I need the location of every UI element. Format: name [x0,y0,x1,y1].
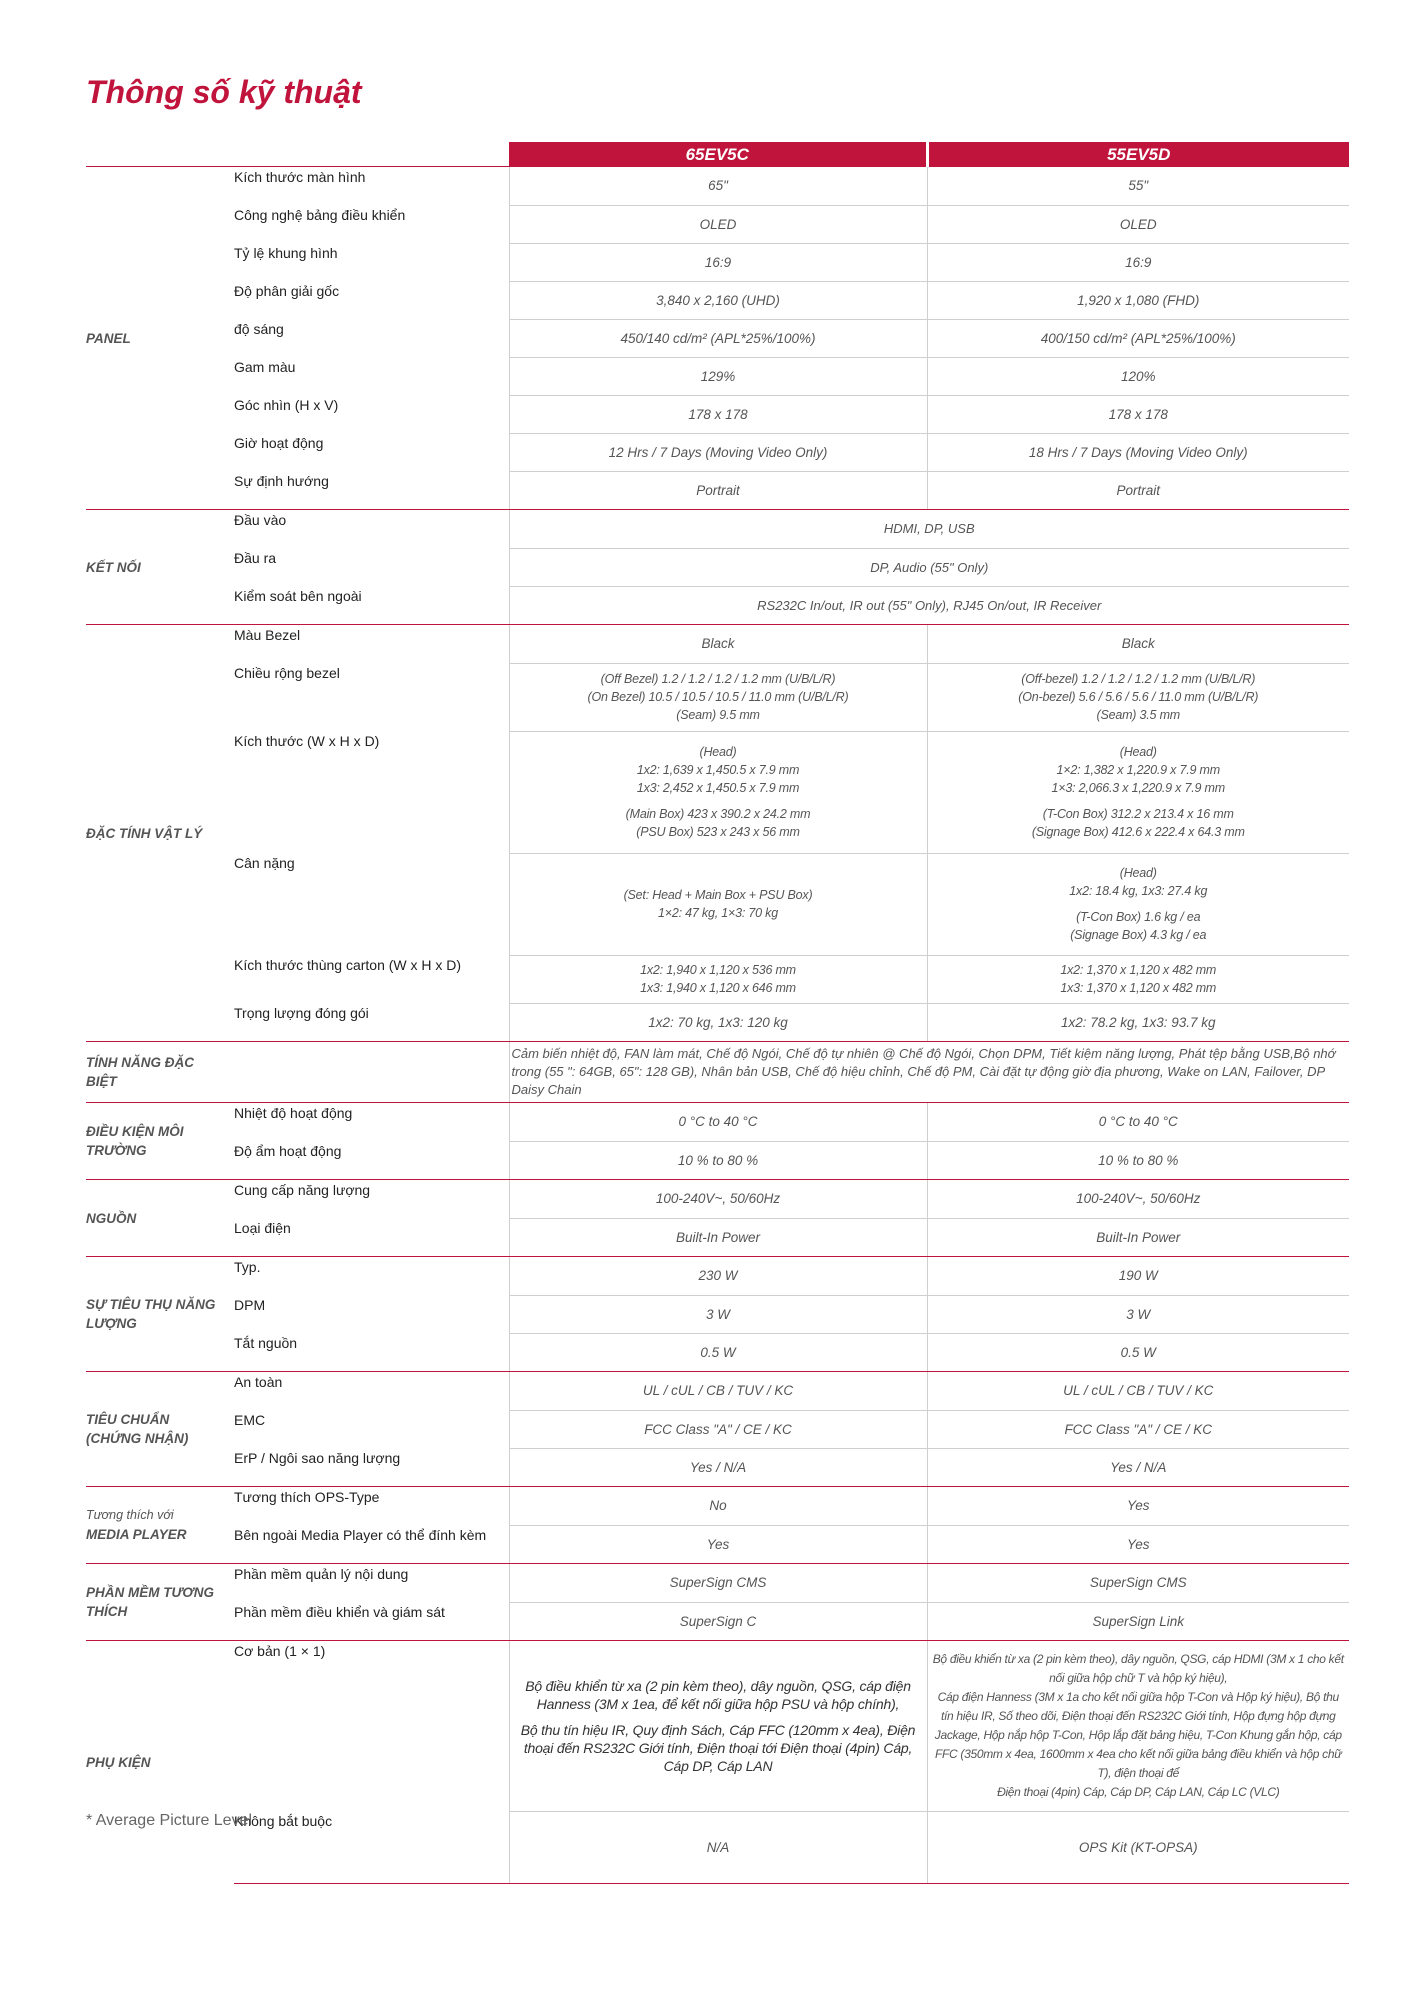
group-name: ĐIỀU KIỆN MÔI TRƯỜNG [86,1103,234,1180]
spec-value-55: OLED [927,205,1349,243]
spec-value-65: Yes [509,1525,927,1564]
spec-row [86,1295,1349,1333]
spec-label: Góc nhìn (H x V) [234,397,339,413]
spec-value-65: SuperSign C [509,1602,927,1641]
spec-value-65: 1x2: 70 kg, 1x3: 120 kg [509,1003,927,1042]
value-line: Bộ thu tín hiệu IR, Quy định Sách, Cáp FFC (120mm x 4ea), Điện thoại đến RS232C Giới tính, Điện thoại tới Điện thoại (4pin) Cáp, Cáp DP, Cáp LAN [520,1721,916,1774]
spec-value-65: 3,840 x 2,160 (UHD) [509,281,927,319]
spec-row [86,243,1349,281]
spec-row [86,1257,1349,1296]
group-name-line: MEDIA PLAYER [86,1527,187,1542]
spec-value-55: SuperSign CMS [927,1564,1349,1603]
value-line: (Head) [1119,866,1157,880]
group-name: TÍNH NĂNG ĐẶC BIỆT [86,1042,234,1103]
spec-label: EMC [234,1412,266,1428]
spec-row [86,205,1349,243]
value-line [932,797,1346,805]
spec-row [86,1372,1349,1411]
spec-row [86,1218,1349,1257]
value-line: Điện thoại (4pin) Cáp, Cáp DP, Cáp LAN, Cáp LC (VLC) [997,1784,1280,1799]
group-name: NGUỒN [86,1180,234,1257]
model-header-65: 65EV5C [509,142,927,167]
group-name: TIÊU CHUẨN (CHỨNG NHẬN) [86,1372,234,1487]
value-line [932,900,1346,908]
group-name: PHỤ KIỆN [86,1641,234,1884]
spec-row [86,586,1349,625]
spec-row [86,548,1349,586]
spec-row [86,731,1349,853]
spec-label: Kích thước màn hình [234,167,509,206]
group-name: PANEL [86,167,234,510]
group-name [86,1487,234,1564]
spec-row [86,625,1349,664]
spec-label: Cân nặng [234,855,295,871]
spec-value-65: 16:9 [509,243,927,281]
spec-label: Kiểm soát bên ngoài [234,586,509,625]
page-title: Thông số kỹ thuật [86,74,362,110]
model-header-55: 55EV5D [927,142,1349,167]
spec-label: Typ. [234,1257,509,1296]
spec-value-65 [509,1641,927,1812]
value-line: 1x2: 1,940 x 1,120 x 536 mm [640,963,796,977]
spec-label: Tương thích OPS-Type [234,1487,509,1526]
spec-row [86,1525,1349,1564]
value-line: (On Bezel) 10.5 / 10.5 / 10.5 / 11.0 mm (U/B/L/R) [587,690,849,704]
spec-value-55: SuperSign Link [927,1602,1349,1641]
footnote: * Average Picture Level [86,1812,253,1829]
spec-value-55: 18 Hrs / 7 Days (Moving Video Only) [927,433,1349,471]
value-line: 1x2: 18.4 kg, 1x3: 27.4 kg [1069,884,1208,898]
spec-row [86,663,1349,731]
value-line: (T-Con Box) 1.6 kg / ea [1076,910,1201,924]
spec-row [86,395,1349,433]
spec-value-55: 0.5 W [927,1333,1349,1372]
spec-value-55: Yes / N/A [927,1448,1349,1487]
spec-label: Giờ hoạt động [234,435,324,451]
spec-value-65: 230 W [509,1257,927,1296]
spec-value-65: OLED [509,205,927,243]
spec-value-65: 450/140 cd/m² (APL*25%/100%) [509,319,927,357]
spec-value-65: Black [509,625,927,664]
spec-value-55: Yes [927,1487,1349,1526]
group-name: SỰ TIÊU THỤ NĂNG LƯỢNG [86,1257,234,1372]
spec-value-65 [509,663,927,731]
spec-row [86,1410,1349,1448]
spec-value-65: N/A [509,1811,927,1884]
spec-value-55 [927,955,1349,1003]
spec-row [86,1602,1349,1641]
spec-value-55 [927,731,1349,853]
spec-label: Không bắt buộc [234,1811,509,1884]
spec-value-55: 178 x 178 [927,395,1349,433]
value-line: (Off Bezel) 1.2 / 1.2 / 1.2 / 1.2 mm (U/B/L/R) [600,672,836,686]
spec-value-55 [927,1641,1349,1812]
spec-label: Kích thước (W x H x D) [234,733,380,749]
spec-row [86,1180,1349,1219]
spec-row [86,955,1349,1003]
spec-row [86,357,1349,395]
empty-label [234,1042,509,1103]
spec-value-55: 16:9 [927,243,1349,281]
spec-label: Loại điện [234,1218,509,1257]
group-name: KẾT NỐI [86,510,234,625]
spec-value-55: Portrait [927,471,1349,510]
spec-value-65: No [509,1487,927,1526]
spec-row [86,167,1349,206]
spec-value-65 [509,731,927,853]
spec-row [86,510,1349,549]
spec-row [86,1103,1349,1142]
spec-value-55: FCC Class "A" / CE / KC [927,1410,1349,1448]
spec-value-65: Portrait [509,471,927,510]
spec-value-65: 65" [509,167,927,206]
spec-value-shared: HDMI, DP, USB [509,510,1349,549]
spec-label: độ sáng [234,321,284,337]
spec-row [86,1333,1349,1372]
spec-label: Độ phân giải gốc [234,283,340,299]
spec-row [86,1141,1349,1180]
spec-value-55: 1,920 x 1,080 (FHD) [927,281,1349,319]
spec-value-shared: DP, Audio (55" Only) [509,548,1349,586]
features-text: Cảm biến nhiệt độ, FAN làm mát, Chế độ Ngói, Chế độ tự nhiên @ Chế độ Ngói, Chọn DPM, Tiết kiệm năng lượng, Phát tệp bằng USB,Bộ nhớ trong (55 ": 64GB, 65": 128 GB), Nhân bản USB, Chế độ hiệu chỉnh, Chế độ PM, Cài đặt tự động giờ địa phương, Wake on LAN, Failover, DP Daisy Chain [509,1042,1349,1103]
spec-value-55: Built-In Power [927,1218,1349,1257]
spec-value-65: 100-240V~, 50/60Hz [509,1180,927,1219]
spec-row [86,1564,1349,1603]
model-header-row [86,142,1349,167]
value-line [514,797,923,805]
spec-value-55: 0 °C to 40 °C [927,1103,1349,1142]
spec-label: Sự định hướng [234,471,509,510]
spec-value-55: 10 % to 80 % [927,1141,1349,1180]
value-line: (Head) [699,745,737,759]
spec-value-55: 100-240V~, 50/60Hz [927,1180,1349,1219]
spec-row [86,319,1349,357]
spec-value-55 [927,663,1349,731]
spec-value-65: Yes / N/A [509,1448,927,1487]
spec-value-55: Black [927,625,1349,664]
spec-row [86,433,1349,471]
spec-value-55: UL / cUL / CB / TUV / KC [927,1372,1349,1411]
spec-row [86,1003,1349,1042]
spec-label: Đầu ra [234,550,277,566]
value-line: (Seam) 9.5 mm [676,708,760,722]
spec-value-65: UL / cUL / CB / TUV / KC [509,1372,927,1411]
value-line: (On-bezel) 5.6 / 5.6 / 5.6 / 11.0 mm (U/B/L/R) [1018,690,1259,704]
value-line: 1x2: 1,370 x 1,120 x 482 mm [1060,963,1217,977]
value-line: 1x3: 1,940 x 1,120 x 646 mm [640,981,796,995]
spec-value-55 [927,853,1349,955]
spec-label: Phần mềm quản lý nội dung [234,1564,509,1603]
spec-label: Chiều rộng bezel [234,665,340,681]
spec-row [86,1641,1349,1812]
spec-label: Bên ngoài Media Player có thể đính kèm [234,1525,509,1564]
value-line: (Head) [1119,745,1157,759]
value-line: (PSU Box) 523 x 243 x 56 mm [636,825,800,839]
spec-row [86,471,1349,510]
spec-value-65 [509,955,927,1003]
value-line: 1×2: 47 kg, 1×3: 70 kg [657,906,778,920]
spec-value-65: 178 x 178 [509,395,927,433]
spec-label: An toàn [234,1372,509,1411]
spec-value-55: 120% [927,357,1349,395]
spec-label: Đầu vào [234,510,509,549]
spec-value-55: 3 W [927,1295,1349,1333]
value-line: Bộ điều khiển từ xa (2 pin kèm theo), dây nguồn, QSG, cáp điện Hanness (3M x 1ea, để kết nối giữa hộp PSU và hộp chính), [525,1677,911,1712]
spec-row [86,281,1349,319]
value-line: 1x2: 1,639 x 1,450.5 x 7.9 mm [636,763,800,777]
spec-value-65: 12 Hrs / 7 Days (Moving Video Only) [509,433,927,471]
spec-value-55: 400/150 cd/m² (APL*25%/100%) [927,319,1349,357]
group-name: ĐẶC TÍNH VẬT LÝ [86,625,234,1042]
spec-label: Độ ẩm hoạt động [234,1141,509,1180]
spec-value-65: FCC Class "A" / CE / KC [509,1410,927,1448]
value-line: (Main Box) 423 x 390.2 x 24.2 mm [625,807,811,821]
spec-table [86,142,1349,1884]
spec-value-55: 190 W [927,1257,1349,1296]
spec-label: Cơ bản (1 × 1) [234,1641,509,1812]
value-line: 1×3: 2,066.3 x 1,220.9 x 7.9 mm [1051,781,1225,795]
spec-label: Tỷ lệ khung hình [234,245,338,261]
value-line: (Seam) 3.5 mm [1096,708,1181,722]
value-line: Cáp điện Hanness (3M x 1a cho kết nối giữa hộp T-Con và Hộp ký hiệu), Bộ thu tín hiệu IR, Số theo dõi, Điện thoại đến RS232C Giới tính, Hộp đựng hộp đựng Jackage, Hộp nắp hộp T-Con, Hộp lắp đặt bảng hiệu, T-Con Khung gắn hộp, cáp FFC (350mm x 4ea, 1600mm x 4ea cho kết nối giữa bảng điều khiển và hộp chữ T), điện thoại để [934,1689,1342,1780]
spec-value-65: 0 °C to 40 °C [509,1103,927,1142]
spec-value-55: OPS Kit (KT-OPSA) [927,1811,1349,1884]
spec-body [86,167,1349,1884]
spec-label: Phần mềm điều khiển và giám sát [234,1602,509,1641]
spec-label: Kích thước thùng carton (W x H x D) [234,957,462,973]
value-line: (Signage Box) 4.3 kg / ea [1070,928,1207,942]
value-line [514,1713,923,1721]
spec-value-65: 0.5 W [509,1333,927,1372]
spec-value-65: 3 W [509,1295,927,1333]
value-line: (Signage Box) 412.6 x 222.4 x 64.3 mm [1031,825,1245,839]
spec-row [86,1448,1349,1487]
group-row-features [86,1042,1349,1103]
value-line: (Off-bezel) 1.2 / 1.2 / 1.2 / 1.2 mm (U/B/L/R) [1021,672,1256,686]
spec-value-55: 55" [927,167,1349,206]
value-line: Bộ điều khiển từ xa (2 pin kèm theo), dây nguồn, QSG, cáp HDMI (3M x 1 cho kết nối giữa hộp chữ T và hộp ký hiệu), [932,1651,1344,1685]
value-line: (Set: Head + Main Box + PSU Box) [623,888,813,902]
spec-label: Tắt nguồn [234,1333,509,1372]
spec-label: ErP / Ngôi sao năng lượng [234,1448,509,1487]
spec-value-55: 1x2: 78.2 kg, 1x3: 93.7 kg [927,1003,1349,1042]
spec-value-55: Yes [927,1525,1349,1564]
spec-label: Công nghệ bảng điều khiển [234,207,406,223]
spec-label: Gam màu [234,359,296,375]
group-name: PHẦN MỀM TƯƠNG THÍCH [86,1564,234,1641]
value-line: (T-Con Box) 312.2 x 213.4 x 16 mm [1042,807,1234,821]
spec-value-shared: RS232C In/out, IR out (55" Only), RJ45 On/out, IR Receiver [509,586,1349,625]
spec-value-65: 129% [509,357,927,395]
spec-value-65 [509,853,927,955]
spec-row [86,1487,1349,1526]
spec-row [86,853,1349,955]
spec-label: Nhiệt độ hoạt động [234,1103,509,1142]
value-line: 1x3: 2,452 x 1,450.5 x 7.9 mm [636,781,800,795]
value-line: 1x3: 1,370 x 1,120 x 482 mm [1060,981,1217,995]
spec-value-65: 10 % to 80 % [509,1141,927,1180]
spec-value-65: SuperSign CMS [509,1564,927,1603]
spec-row [86,1811,1349,1884]
group-name-line: Tương thích với [86,1508,174,1522]
spec-label: Cung cấp năng lượng [234,1180,509,1219]
spec-label: Màu Bezel [234,625,509,664]
spec-value-65: Built-In Power [509,1218,927,1257]
spec-label: DPM [234,1297,266,1313]
value-line: 1×2: 1,382 x 1,220.9 x 7.9 mm [1056,763,1220,777]
spec-label: Trọng lượng đóng gói [234,1003,509,1042]
